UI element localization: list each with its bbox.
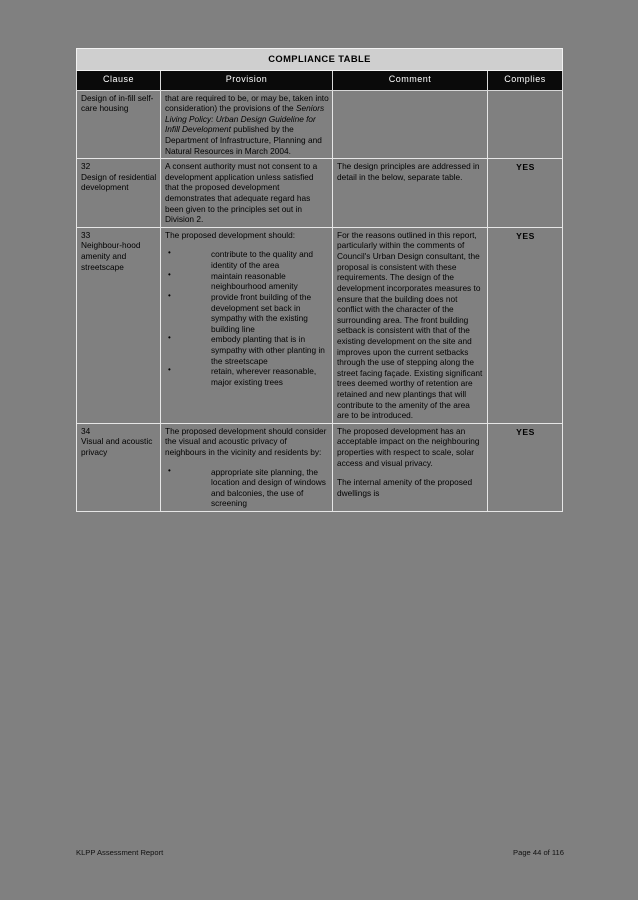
table-header-row <box>77 71 563 91</box>
clause-name: Neighbour-hood amenity and streetscape <box>81 240 141 272</box>
list-item: • retain, wherever reasonable, major existing trees <box>165 366 329 387</box>
complies-value: YES <box>516 426 535 437</box>
provision-tail: published by the Department of Infrastructure, Planning and Natural Resources in March 2004. <box>165 124 322 156</box>
column-header-clause: Clause <box>77 71 161 91</box>
table-row <box>77 423 563 511</box>
cell-comment <box>333 90 488 159</box>
cell-complies <box>488 227 563 423</box>
cell-complies <box>488 423 563 511</box>
clause-number: 34 <box>81 425 91 436</box>
provision-intro: that are required to be, or may be, taken into consideration) the provisions of the <box>165 92 329 114</box>
column-header-complies: Complies <box>488 71 563 91</box>
list-item: • embody planting that is in sympathy with other planting in the streetscape <box>165 334 329 366</box>
provision-text: The proposed development should consider the visual and acoustic privacy of neighbours in the vicinity and residents by: <box>165 425 327 458</box>
clause-number: 33 <box>81 229 91 240</box>
cell-comment <box>333 423 488 511</box>
clause-name: Design of residential development <box>81 171 157 193</box>
cell-comment <box>333 159 488 228</box>
column-header-provision: Provision <box>161 71 333 91</box>
cell-provision <box>161 423 333 511</box>
list-item: • appropriate site planning, the location and design of windows and balconies, the use of screening <box>165 467 329 509</box>
provision-text <box>165 93 329 157</box>
page-footer <box>76 848 564 857</box>
cell-clause <box>77 227 161 423</box>
comment-text: For the reasons outlined in this report, particularly within the comments of Council's Urban Design consultant, the proposal is consistent with these requirements. The design of the development incorporates measures to ensure that the building does not conflict with the character of the surrounding area. The front building setback is consistent with that of the existing development on the site and improves upon the current setbacks through the use of stepping along the street facing façade. Existing significant trees deemed worthy of retention are retained and new plantings that will contribute to the amenity of the area are to be introduced. <box>337 229 483 421</box>
complies-value <box>492 93 559 94</box>
cell-clause <box>77 90 161 159</box>
complies-value: YES <box>516 162 535 173</box>
cell-provision <box>161 227 333 423</box>
cell-complies <box>488 90 563 159</box>
complies-value: YES <box>516 230 535 241</box>
cell-provision <box>161 90 333 159</box>
column-header-comment: Comment <box>333 71 488 91</box>
clause-name: Visual and acoustic privacy <box>81 436 153 458</box>
provision-text: The proposed development should: <box>165 229 296 240</box>
table-row <box>77 90 563 159</box>
cell-complies <box>488 159 563 228</box>
provision-italic: Seniors Living Policy: Urban Design Guideline for Infill Development <box>165 103 325 135</box>
provision-bullet-list <box>165 467 329 509</box>
comment-text: The proposed development has an acceptable impact on the neighbouring properties with respect to scale, solar access and visual privacy. <box>337 425 480 468</box>
comment-text-continued: The internal amenity of the proposed dwellings is <box>337 477 473 498</box>
table-title-row <box>77 49 563 71</box>
footer-page-number: Page 44 of 116 <box>513 848 564 857</box>
cell-comment <box>333 227 488 423</box>
table-row <box>77 159 563 228</box>
list-item: • contribute to the quality and identity of the area <box>165 249 329 270</box>
cell-clause <box>77 423 161 511</box>
comment-text: The design principles are addressed in detail in the below, separate table. <box>337 161 480 182</box>
list-item: • provide front building of the development set back in sympathy with the existing building line <box>165 292 329 334</box>
clause-number: 32 <box>81 161 91 172</box>
footer-document-title: KLPP Assessment Report <box>76 848 164 857</box>
list-item: • maintain reasonable neighbourhood amenity <box>165 271 329 292</box>
provision-text: A consent authority must not consent to a development application unless satisfied that the proposed development demonstrates that adequate regard has been given to the principles set out in Division 2. <box>165 161 318 225</box>
cell-provision <box>161 159 333 228</box>
table-title: COMPLIANCE TABLE <box>77 49 563 71</box>
table-row <box>77 227 563 423</box>
clause-name: Design of in-fill self-care housing <box>81 92 154 114</box>
compliance-table <box>76 48 563 512</box>
provision-bullet-list <box>165 249 329 387</box>
cell-clause <box>77 159 161 228</box>
